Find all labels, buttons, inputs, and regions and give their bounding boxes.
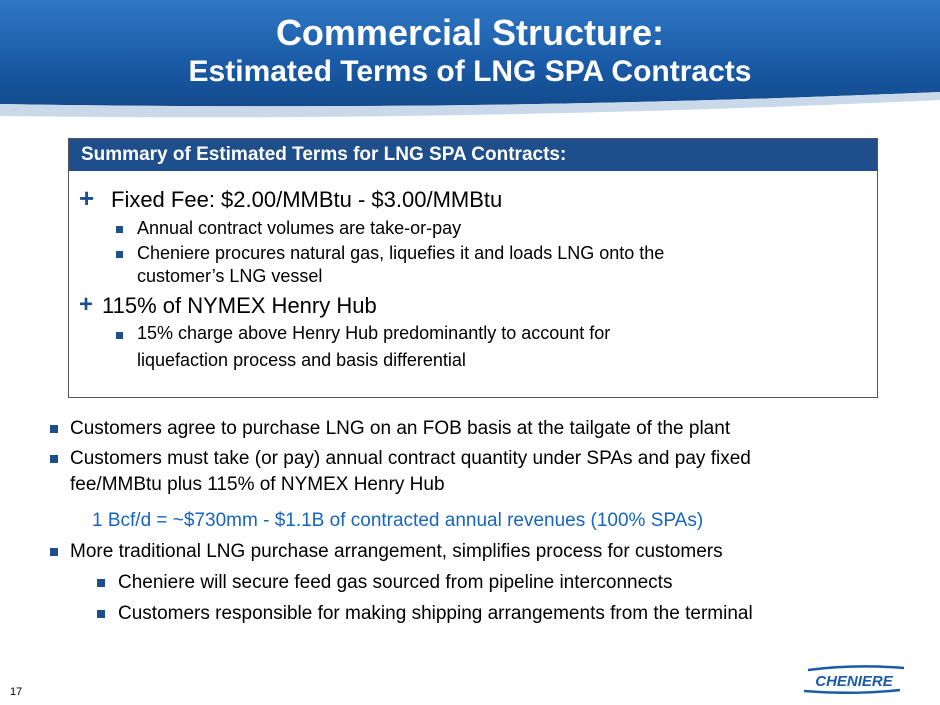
summary-heading: Summary of Estimated Terms for LNG SPA Contracts: <box>69 139 877 171</box>
summary-box <box>68 138 878 398</box>
sub-bullet-shipping: Customers responsible for making shipping arrangements from the terminal <box>118 603 753 624</box>
square-bullet-icon <box>116 332 123 339</box>
square-bullet-icon <box>97 579 105 587</box>
square-bullet-icon <box>50 548 58 556</box>
summary-sub-item-continued: liquefaction process and basis differential <box>137 350 466 370</box>
square-bullet-icon <box>50 425 58 433</box>
square-bullet-icon <box>97 610 105 618</box>
summary-item-fixed-fee: Fixed Fee: $2.00/MMBtu - $3.00/MMBtu <box>111 187 503 212</box>
bullet-fob-basis: Customers agree to purchase LNG on an FOB basis at the tailgate of the plant <box>70 418 731 439</box>
plus-icon: + <box>79 291 94 318</box>
revenue-highlight: 1 Bcf/d = ~$730mm - $1.1B of contracted annual revenues (100% SPAs) <box>92 510 704 531</box>
square-bullet-icon <box>116 251 123 258</box>
plus-icon: + <box>79 183 95 213</box>
summary-sub-item: Cheniere procures natural gas, liquefies it and loads LNG onto the <box>137 243 665 263</box>
header-banner <box>0 0 940 120</box>
bullet-traditional-arrangement: More traditional LNG purchase arrangement, simplifies process for customers <box>70 541 723 562</box>
summary-sub-item: Annual contract volumes are take-or-pay <box>137 218 462 238</box>
sub-bullet-feed-gas: Cheniere will secure feed gas sourced from pipeline interconnects <box>118 572 673 593</box>
logo-text: CHENIERE <box>815 673 893 690</box>
summary-sub-item: 15% charge above Henry Hub predominantly to account for <box>137 323 611 343</box>
page-title: Commercial Structure: <box>275 12 665 53</box>
summary-item-henry-hub: 115% of NYMEX Henry Hub <box>102 293 377 318</box>
cheniere-logo <box>800 664 908 694</box>
page-subtitle: Estimated Terms of LNG SPA Contracts <box>188 55 752 88</box>
bullet-take-or-pay: Customers must take (or pay) annual contract quantity under SPAs and pay fixed <box>70 448 751 469</box>
square-bullet-icon <box>116 226 123 233</box>
bullet-take-or-pay-continued: fee/MMBtu plus 115% of NYMEX Henry Hub <box>70 474 445 495</box>
square-bullet-icon <box>50 455 58 463</box>
summary-sub-item-continued: customer’s LNG vessel <box>137 266 323 286</box>
page-number: 17 <box>10 686 23 698</box>
